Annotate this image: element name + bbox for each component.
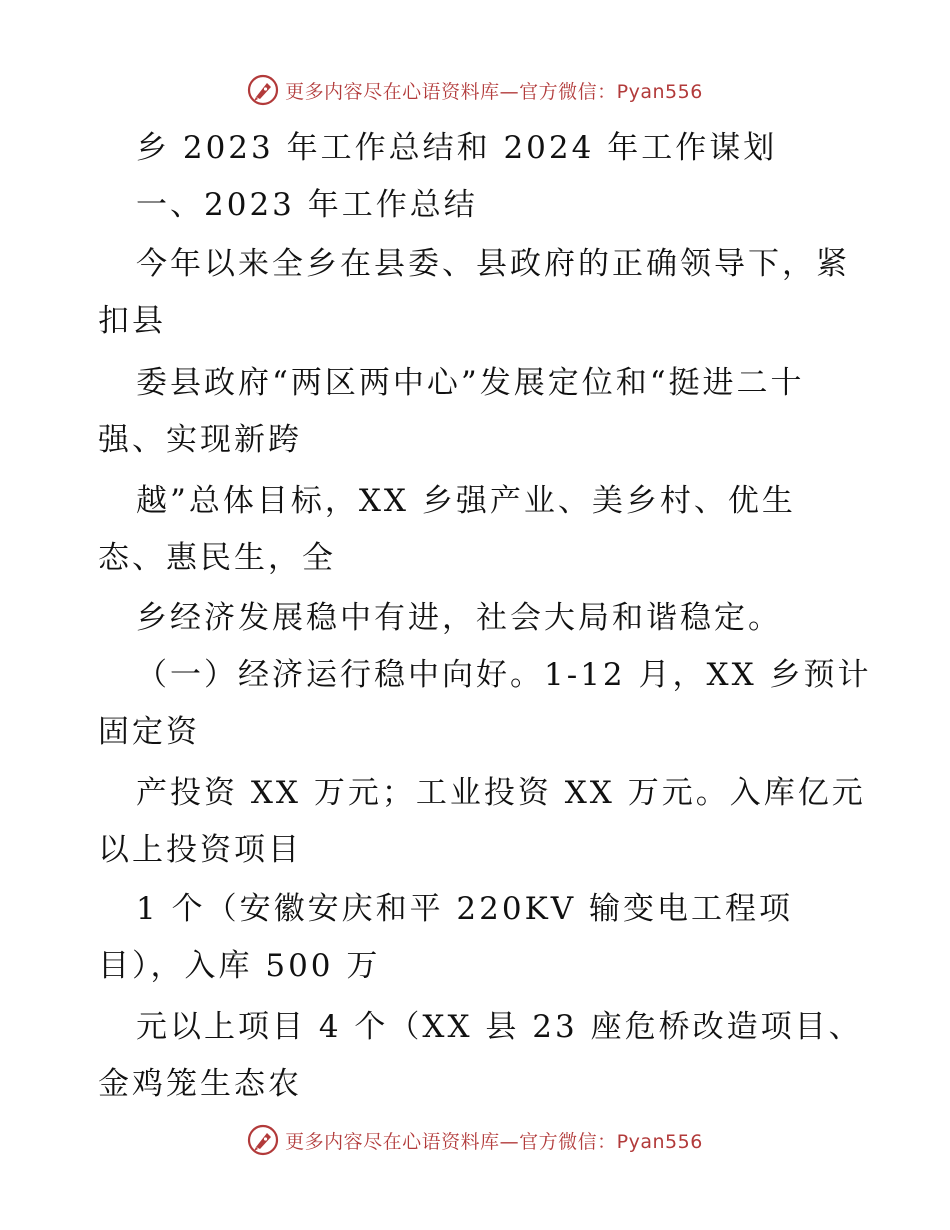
paragraph-line: 乡经济发展稳中有进，社会大局和谐稳定。 <box>136 600 782 636</box>
footer-watermark-text: 更多内容尽在心语资料库—官方微信：Pyan556 <box>285 1130 703 1153</box>
footer-watermark-banner <box>0 1120 950 1160</box>
section-heading: 一、2023 年工作总结 <box>136 187 478 223</box>
paragraph-line: 金鸡笼生态农 <box>98 1066 302 1102</box>
paragraph-line: 目），入库 500 万 <box>98 948 381 984</box>
header-watermark-text: 更多内容尽在心语资料库—官方微信：Pyan556 <box>285 80 703 103</box>
paragraph-line: 今年以来全乡在县委、县政府的正确领导下，紧 <box>136 246 850 282</box>
subsection-line: （一）经济运行稳中向好。1-12 月，XX 乡预计 <box>136 657 872 693</box>
paragraph-line: 越”总体目标，XX 乡强产业、美乡村、优生 <box>136 483 796 519</box>
paragraph-line: 固定资 <box>98 714 200 750</box>
paragraph-line: 态、惠民生，全 <box>98 540 336 576</box>
paragraph-line: 产投资 XX 万元；工业投资 XX 万元。入库亿元 <box>136 775 866 811</box>
paragraph-line: 扣县 <box>98 303 166 339</box>
paragraph-line: 委县政府“两区两中心”发展定位和“挺进二十 <box>136 365 805 401</box>
paragraph-line: 1 个（安徽安庆和平 220KV 输变电工程项 <box>136 891 793 927</box>
paragraph-line: 以上投资项目 <box>98 832 302 868</box>
pen-nib-logo-icon <box>247 74 279 106</box>
paragraph-line: 元以上项目 4 个（XX 县 23 座危桥改造项目、 <box>136 1009 863 1045</box>
paragraph-line: 强、实现新跨 <box>98 422 302 458</box>
pen-nib-logo-icon <box>247 1124 279 1156</box>
document-title: 乡 2023 年工作总结和 2024 年工作谋划 <box>136 130 778 166</box>
header-watermark-banner <box>0 70 950 110</box>
